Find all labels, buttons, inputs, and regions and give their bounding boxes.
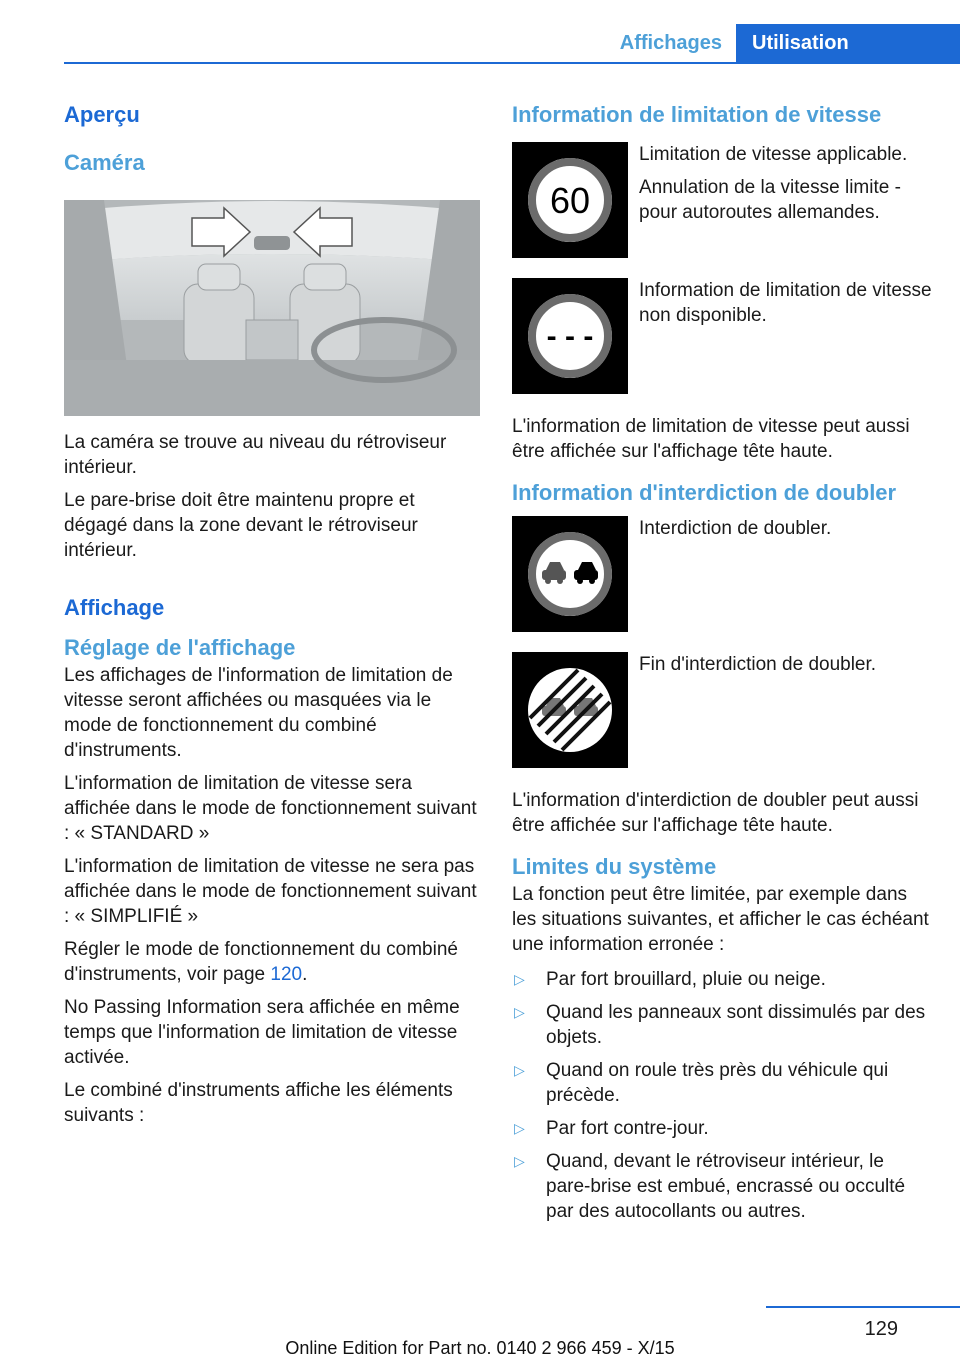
bullet-triangle-icon: ▷ <box>514 1004 525 1020</box>
end-no-passing-sign <box>512 652 628 768</box>
paragraph-1: Les affichages de l'information de limitation de vitesse seront affichées ou masquées via le mode de fonctionnement du combiné d'instruments. <box>64 665 453 761</box>
camera-location-photo <box>64 200 480 416</box>
speed-limit-text: Limitation de vitesse applicable. Annulation de la vitesse limite - pour autoroutes allemandes. <box>639 144 908 223</box>
list-item: ▷ Par fort brouillard, pluie ou neige. <box>514 969 826 990</box>
speed-hud-paragraph: L'information de limitation de vitesse peut aussi être affichée sur l'affichage tête haute. <box>512 416 910 462</box>
heading-no-passing: Information d'interdiction de doubler <box>512 480 897 505</box>
page-number: 129 <box>864 1318 898 1340</box>
paragraph-4: Régler le mode de fonctionnement du combiné d'instruments, voir page 120. <box>64 939 458 985</box>
camera-paragraph-1: La caméra se trouve au niveau du rétroviseur intérieur. <box>64 432 447 478</box>
heading-affichage: Affichage <box>64 595 165 620</box>
list-item: ▷ Quand, devant le rétroviseur intérieur, le pare-brise est embué, encrassé ou occulté par des autocollants ou autres. <box>514 1151 906 1222</box>
speed-limit-row <box>512 142 932 258</box>
list-item: ▷ Quand les panneaux sont dissimulés par des objets. <box>514 1002 926 1048</box>
list-item: ▷ Quand on roule très près du véhicule qui précède. <box>514 1060 889 1106</box>
bullet-triangle-icon: ▷ <box>514 1153 525 1169</box>
header-rule <box>64 62 960 64</box>
speed-value-label: 60 <box>549 180 591 221</box>
page-header <box>610 24 960 62</box>
speed-limit-60-sign <box>512 142 628 258</box>
limits-list <box>512 967 932 1224</box>
end-no-passing-text: Fin d'interdiction de doubler. <box>639 654 877 675</box>
paragraph-3: L'information de limitation de vitesse ne sera pas affichée dans le mode de fonctionnement suivant : « SIMPLIFIÉ » <box>64 856 477 927</box>
left-column <box>64 100 482 1136</box>
header-chapter: Utilisation <box>736 24 960 62</box>
dash-label: - - - <box>546 320 594 353</box>
paragraph-5: No Passing Information sera affichée en même temps que l'information de limitation de vitesse activée. <box>64 997 460 1068</box>
camera-paragraph-2: Le pare-brise doit être maintenu propre et dégagé dans la zone devant le rétroviseur intérieur. <box>64 490 418 561</box>
heading-apercu: Aperçu <box>64 102 140 127</box>
end-no-passing-row <box>512 652 932 768</box>
no-info-row <box>512 278 932 394</box>
limits-intro: La fonction peut être limitée, par exemple dans les situations suivantes, et afficher le cas échéant une information erronée : <box>512 884 929 955</box>
heading-speed-limit: Information de limitation de vitesse <box>512 102 882 127</box>
heading-reglage: Réglage de l'affichage <box>64 635 296 660</box>
paragraph-6: Le combiné d'instruments affiche les éléments suivants : <box>64 1080 453 1126</box>
header-section: Affichages <box>619 32 722 54</box>
no-passing-row <box>512 516 932 632</box>
edition-line: Online Edition for Part no. 0140 2 966 459 - X/15 <box>285 1338 675 1358</box>
car-interior-illustration <box>64 200 480 416</box>
no-passing-hud-paragraph: L'information d'interdiction de doubler peut aussi être affichée sur l'affichage tête haute. <box>512 790 919 836</box>
no-speed-info-sign <box>512 278 628 394</box>
list-item: ▷ Par fort contre-jour. <box>514 1118 709 1139</box>
bullet-triangle-icon: ▷ <box>514 1062 525 1078</box>
bullet-triangle-icon: ▷ <box>514 971 525 987</box>
no-passing-text: Interdiction de doubler. <box>639 518 832 539</box>
right-column <box>512 100 932 1232</box>
bullet-triangle-icon: ▷ <box>514 1120 525 1136</box>
heading-limits: Limites du système <box>512 854 717 879</box>
no-passing-sign <box>512 516 628 632</box>
footer-rule <box>766 1306 960 1308</box>
page-link[interactable]: 120 <box>270 964 303 985</box>
heading-camera: Caméra <box>64 150 145 175</box>
no-info-text: Information de limitation de vitesse non disponible. <box>639 280 932 326</box>
paragraph-2: L'information de limitation de vitesse sera affichée dans le mode de fonctionnement suivant : « STANDARD » <box>64 773 477 844</box>
